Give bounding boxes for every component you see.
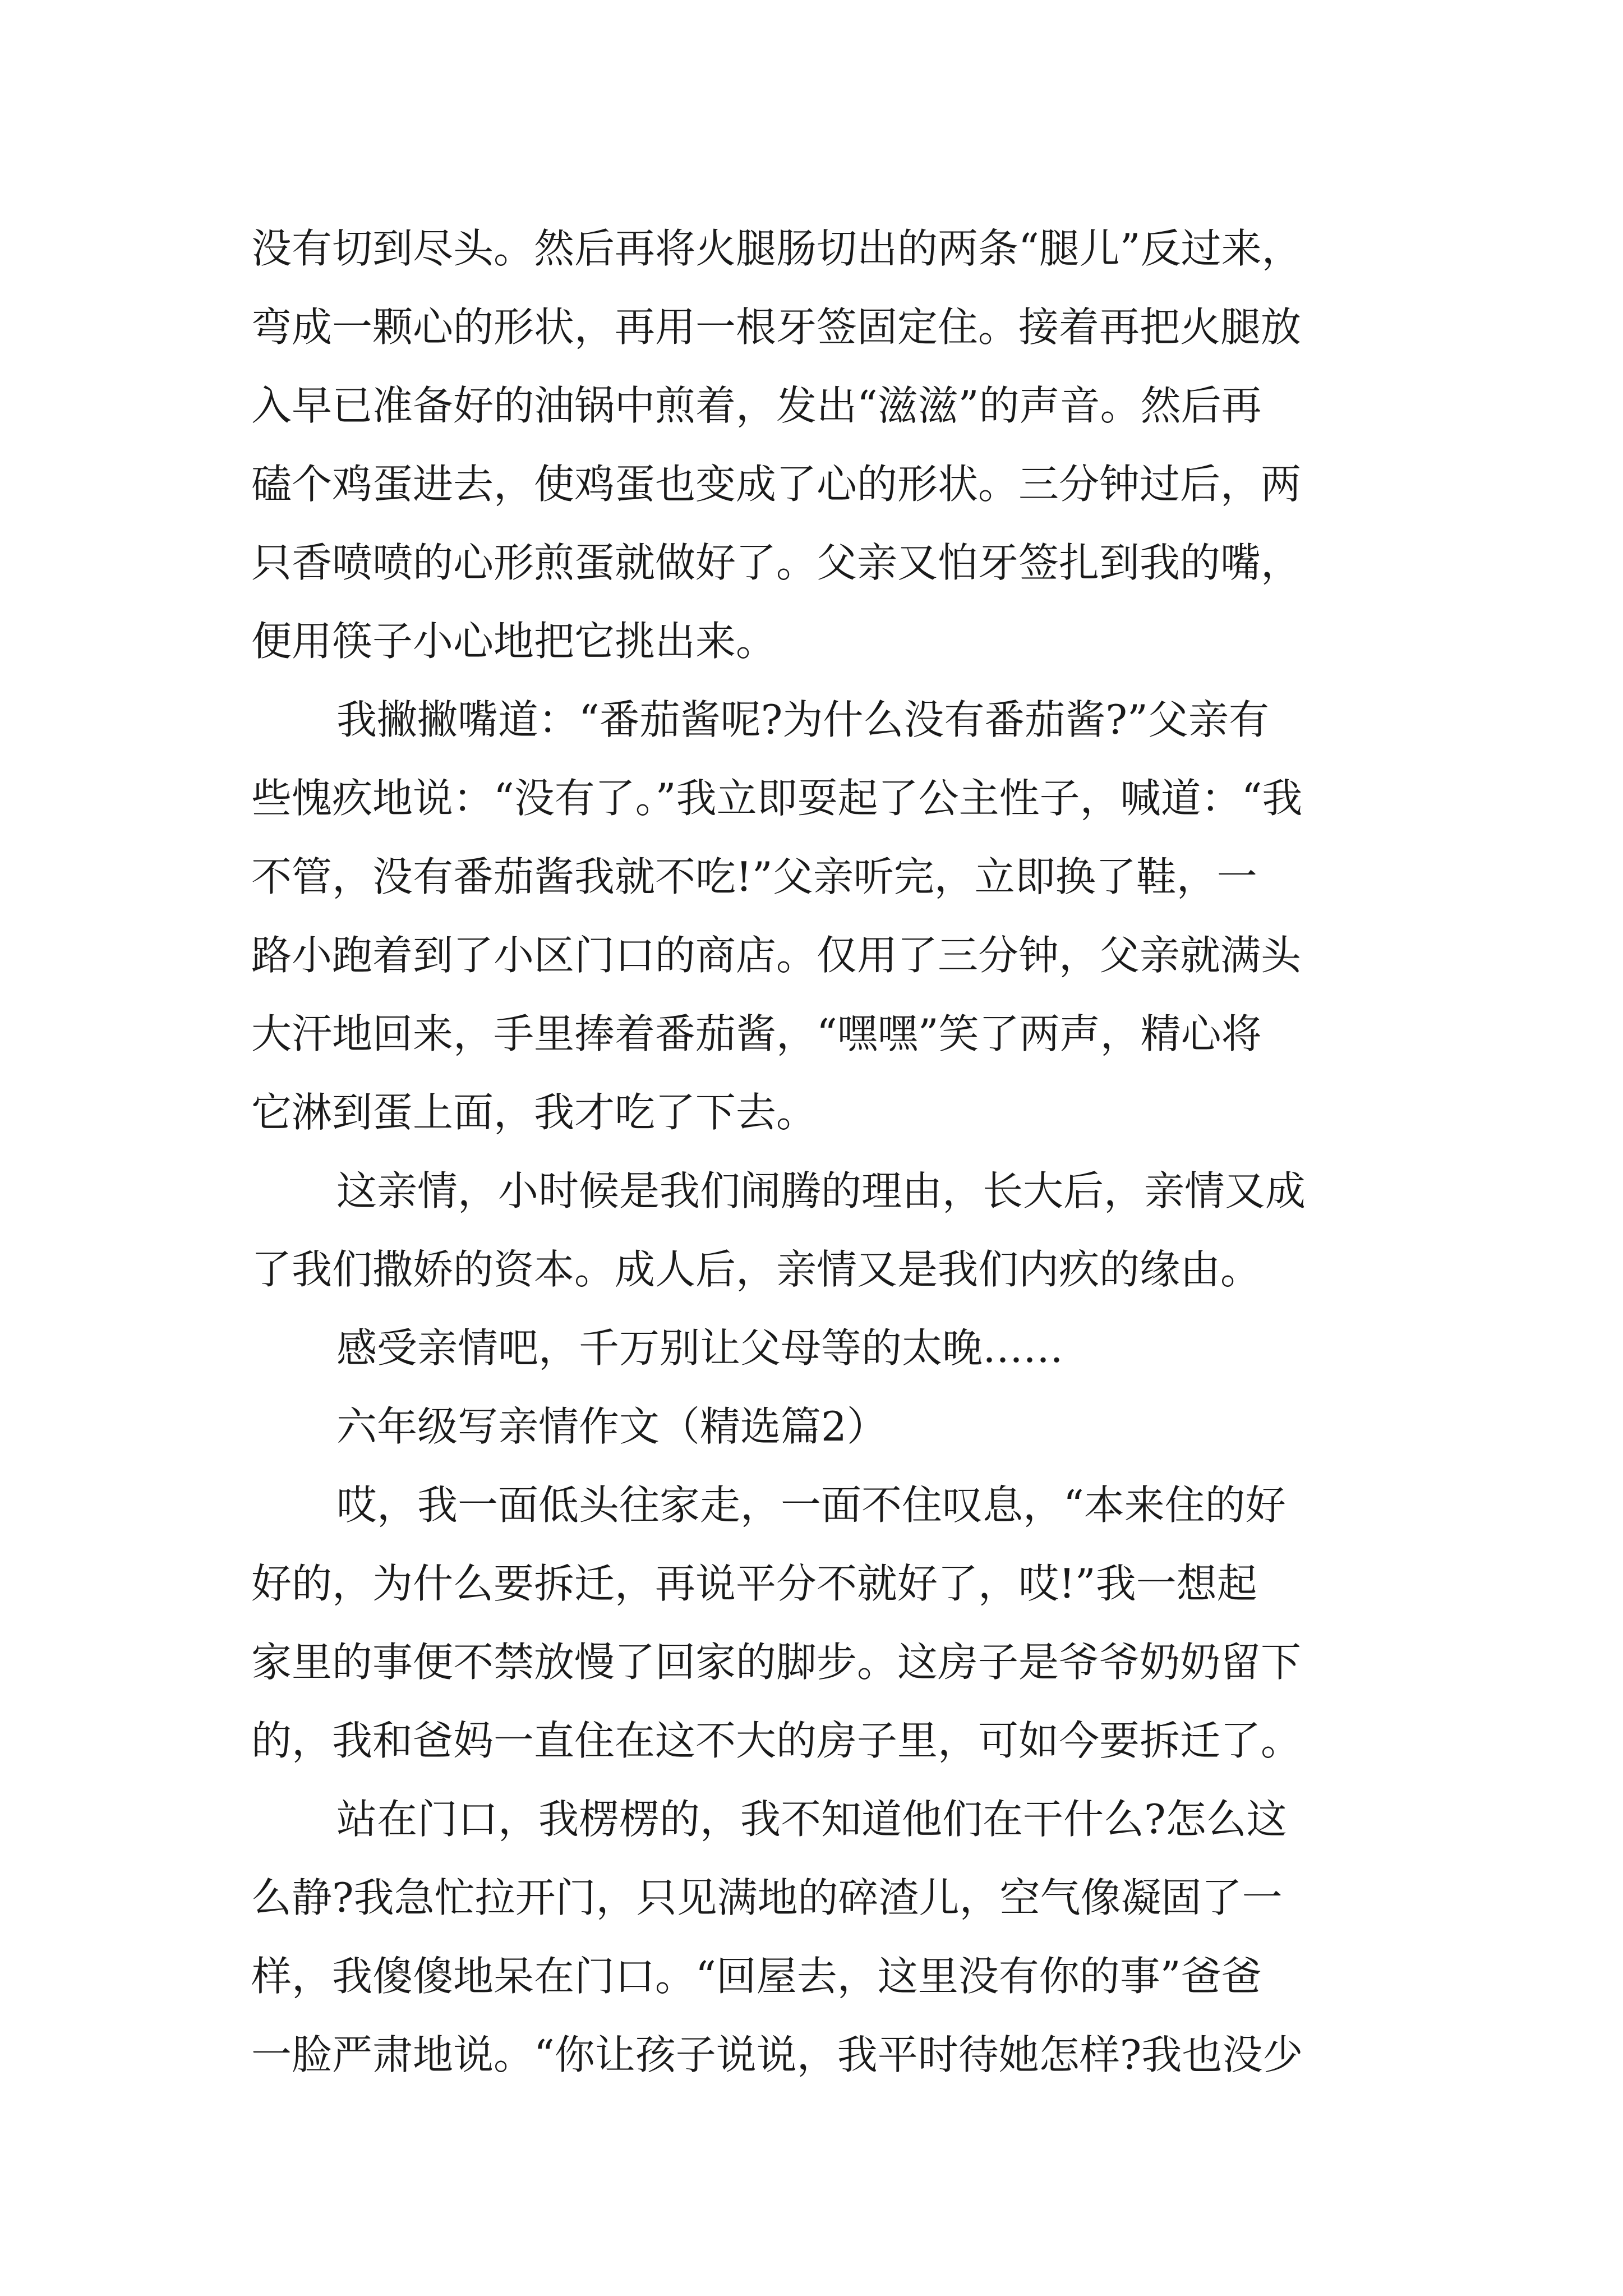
body-text-line: 它淋到蛋上面，我才吃了下去。	[251, 1089, 817, 1136]
body-text-line: 好的，为什么要拆迁，再说平分不就好了，哎!”我一想起	[251, 1560, 1257, 1607]
paragraph-first-line: 感受亲情吧，千万别让父母等的太晚……	[336, 1324, 1064, 1372]
body-text-line: 了我们撒娇的资本。成人后，亲情又是我们内疚的缘由。	[251, 1246, 1261, 1293]
body-text-line: 便用筷子小心地把它挑出来。	[251, 618, 777, 665]
paragraph-first-line: 哎，我一面低头往家走，一面不住叹息，“本来住的好	[336, 1481, 1286, 1529]
body-text-line: 磕个鸡蛋进去，使鸡蛋也变成了心的形状。三分钟过后，两	[251, 461, 1302, 508]
body-text-line: 路小跑着到了小区门口的商店。仅用了三分钟，父亲就满头	[251, 932, 1302, 979]
body-text-line: 弯成一颗心的形状，再用一根牙签固定住。接着再把火腿放	[251, 303, 1302, 351]
section-heading: 六年级写亲情作文（精选篇2）	[336, 1403, 887, 1450]
body-text-line: 不管，没有番茄酱我就不吃!”父亲听完，立即换了鞋，一	[251, 853, 1257, 900]
body-text-line: 只香喷喷的心形煎蛋就做好了。父亲又怕牙签扎到我的嘴，	[251, 539, 1302, 586]
body-text-line: 的，我和爸妈一直住在这不大的房子里，可如今要拆迁了。	[251, 1717, 1302, 1764]
body-text-line: 家里的事便不禁放慢了回家的脚步。这房子是爷爷奶奶留下	[251, 1639, 1302, 1686]
body-text-line: 入早已准备好的油锅中煎着，发出“滋滋”的声音。然后再	[251, 382, 1262, 429]
body-text-line: 样，我傻傻地呆在门口。“回屋去，这里没有你的事”爸爸	[251, 1953, 1262, 2000]
body-text-line: 些愧疚地说：“没有了。”我立即耍起了公主性子，喊道：“我	[251, 775, 1303, 822]
paragraph-first-line: 我撇撇嘴道：“番茄酱呢?为什么没有番茄酱?”父亲有	[336, 696, 1269, 743]
body-text-line: 大汗地回来，手里捧着番茄酱，“嘿嘿”笑了两声，精心将	[251, 1010, 1262, 1057]
body-text-line: 没有切到尽头。然后再将火腿肠切出的两条“腿儿”反过来，	[251, 225, 1302, 272]
body-text-line: 一脸严肃地说。“你让孩子说说，我平时待她怎样?我也没少	[251, 2031, 1303, 2078]
paragraph-first-line: 这亲情，小时候是我们闹腾的理由，长大后，亲情又成	[336, 1167, 1306, 1214]
paragraph-first-line: 站在门口，我楞楞的，我不知道他们在干什么?怎么这	[336, 1796, 1287, 1843]
body-text-line: 么静?我急忙拉开门，只见满地的碎渣儿，空气像凝固了一	[251, 1874, 1283, 1921]
